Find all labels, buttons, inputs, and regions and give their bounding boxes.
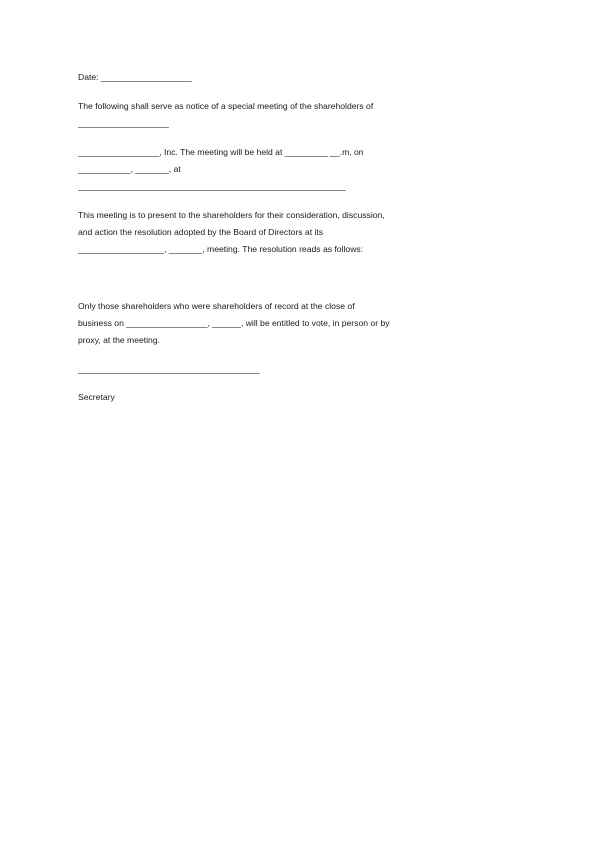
meeting-line-1: _________________, Inc. The meeting will be held at _________ __.m, on [78, 147, 364, 157]
purpose-line-2: and action the resolution adopted by the Board of Directors at its [78, 227, 324, 237]
signer-title: Secretary [78, 392, 115, 402]
meeting-line-3: ________________________________________________________ [78, 181, 346, 191]
meeting-line-2: ___________, _______, at [78, 164, 181, 174]
intro-line-1: The following shall serve as notice of a special meeting of the shareholders of [78, 101, 374, 111]
record-line-3: proxy, at the meeting. [78, 335, 161, 345]
record-line-1: Only those shareholders who were shareholders of record at the close of [78, 301, 355, 311]
record-line-2: business on _________________, ______, will be entitled to vote, in person or by [78, 318, 390, 328]
purpose-line-1: This meeting is to present to the shareholders for their consideration, discussion, [78, 210, 385, 220]
signature-line: ______________________________________ [78, 364, 260, 374]
date-line: Date: ___________________ [78, 72, 192, 82]
intro-line-2: ___________________ [78, 118, 169, 128]
purpose-line-3: __________________, _______, meeting. The resolution reads as follows: [78, 244, 364, 254]
